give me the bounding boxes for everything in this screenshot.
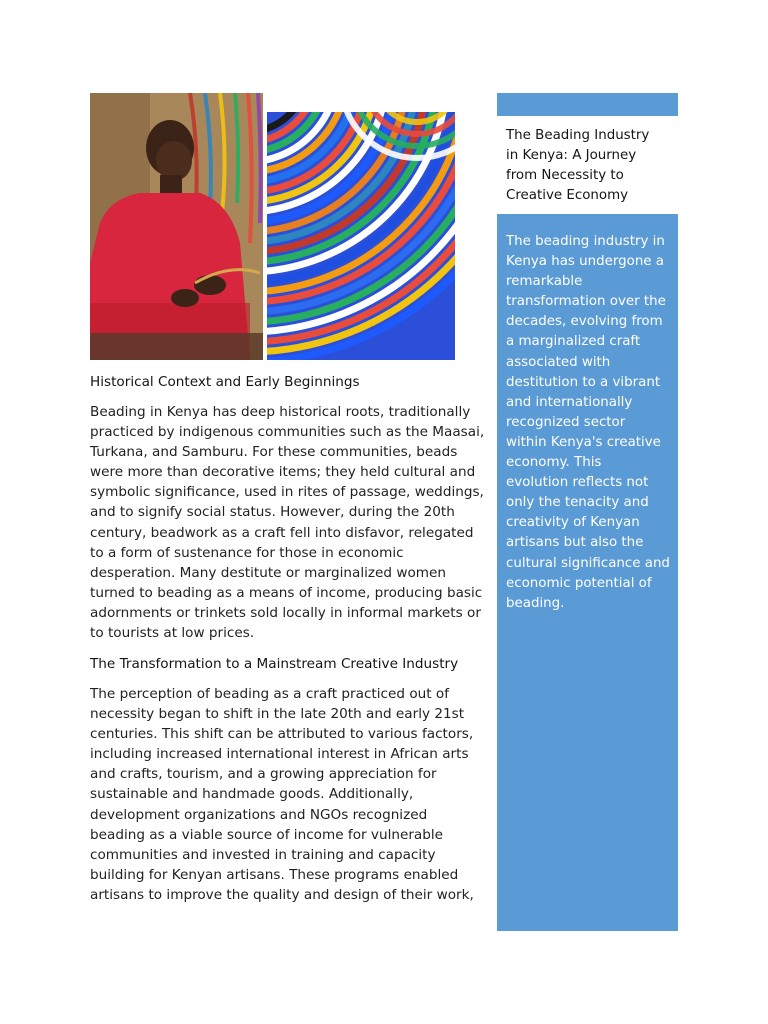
sidebar-summary-line: economic potential of (506, 575, 652, 591)
sidebar-summary-line: cultural significance and (506, 555, 670, 571)
paragraph-line: symbolic significance, used in rites of passage, weddings, (90, 484, 484, 501)
sidebar-panel (497, 214, 678, 931)
sidebar-summary-line: Kenya has undergone a (506, 254, 665, 270)
paragraph-line: desperation. Many destitute or marginalized women (90, 564, 447, 581)
paragraph-line: communities and invested in training and capacity (90, 846, 436, 863)
sidebar-summary (506, 232, 670, 614)
paragraph-line: turned to beading as a means of income, producing basic (90, 584, 483, 601)
photo-beaded-collar (267, 112, 455, 360)
sidebar-title-line: Creative Economy (506, 188, 629, 203)
sidebar-summary-line: associated with (506, 354, 611, 370)
sidebar-summary-line: beading. (506, 595, 565, 611)
sidebar-summary-line: artisans but also the (506, 535, 644, 551)
paragraph-line: centuries. This shift can be attributed to various factors, (90, 726, 474, 743)
paragraph-line: beading as a viable source of income for vulnerable (90, 826, 444, 843)
section-heading-historical-context: Historical Context and Early Beginnings (90, 374, 360, 390)
paragraph-line: and crafts, tourism, and a growing appreciation for (90, 766, 437, 783)
sidebar-summary-line: only the tenacity and (506, 495, 649, 511)
paragraph-line: artisans to improve the quality and design of their work, (90, 886, 474, 903)
sidebar-summary-line: remarkable (506, 274, 583, 290)
sidebar-top-bar (497, 93, 678, 116)
paragraph-line: sustainable and handmade goods. Additionally, (90, 786, 414, 803)
sidebar-summary-line: creativity of Kenyan (506, 515, 640, 531)
section-heading-transformation: The Transformation to a Mainstream Creative Industry (90, 656, 459, 672)
paragraph-line: and to signify social status. However, during the 20th (90, 504, 455, 521)
beaded-collar-illustration (267, 112, 455, 360)
paragraph-line: century, beadwork as a craft fell into disfavor, relegated (90, 524, 474, 541)
paragraph-line: including increased international interest in African arts (90, 746, 469, 763)
paragraph-line: The perception of beading as a craft practiced out of (90, 686, 450, 702)
paragraph-line: necessity began to shift in the late 20th and early 21st (90, 706, 465, 723)
sidebar-summary-line: economy. This (506, 455, 602, 471)
paragraph-line: to tourists at low prices. (90, 625, 255, 642)
sidebar-summary-line: a marginalized craft (506, 334, 641, 350)
section-paragraph-historical-context (90, 402, 485, 643)
sidebar-summary-line: and internationally (506, 394, 633, 410)
sidebar-summary-line: transformation over the (506, 294, 666, 310)
sidebar-summary-line: evolution reflects not (506, 475, 649, 491)
paragraph-line: adornments or trinkets sold locally in informal markets or (90, 604, 481, 621)
sidebar-summary-line: The beading industry in (506, 234, 665, 249)
sidebar-summary-line: recognized sector (506, 414, 626, 430)
paragraph-line: were more than decorative items; they held cultural and (90, 464, 476, 481)
paragraph-line: Beading in Kenya has deep historical roots, traditionally (90, 404, 471, 420)
paragraph-line: development organizations and NGOs recognized (90, 806, 428, 823)
sidebar-title-line: The Beading Industry (506, 128, 650, 143)
sidebar-summary-line: within Kenya's creative (506, 434, 661, 450)
sidebar-summary-line: destitution to a vibrant (506, 374, 661, 390)
paragraph-line: to a form of sustenance for those in economic (90, 544, 404, 561)
section-paragraph-transformation (90, 684, 472, 905)
woman-beading-illustration (90, 93, 263, 360)
sidebar-title (506, 126, 670, 206)
paragraph-line: building for Kenyan artisans. These programs enabled (90, 866, 459, 883)
sidebar-summary-line: decades, evolving from (506, 314, 663, 330)
sidebar-title-line: in Kenya: A Journey (506, 148, 637, 163)
photo-woman-beading (90, 93, 263, 360)
paragraph-line: practiced by indigenous communities such as the Maasai, (90, 424, 485, 441)
paragraph-line: Turkana, and Samburu. For these communities, beads (90, 444, 458, 461)
sidebar-title-line: from Necessity to (506, 168, 624, 183)
